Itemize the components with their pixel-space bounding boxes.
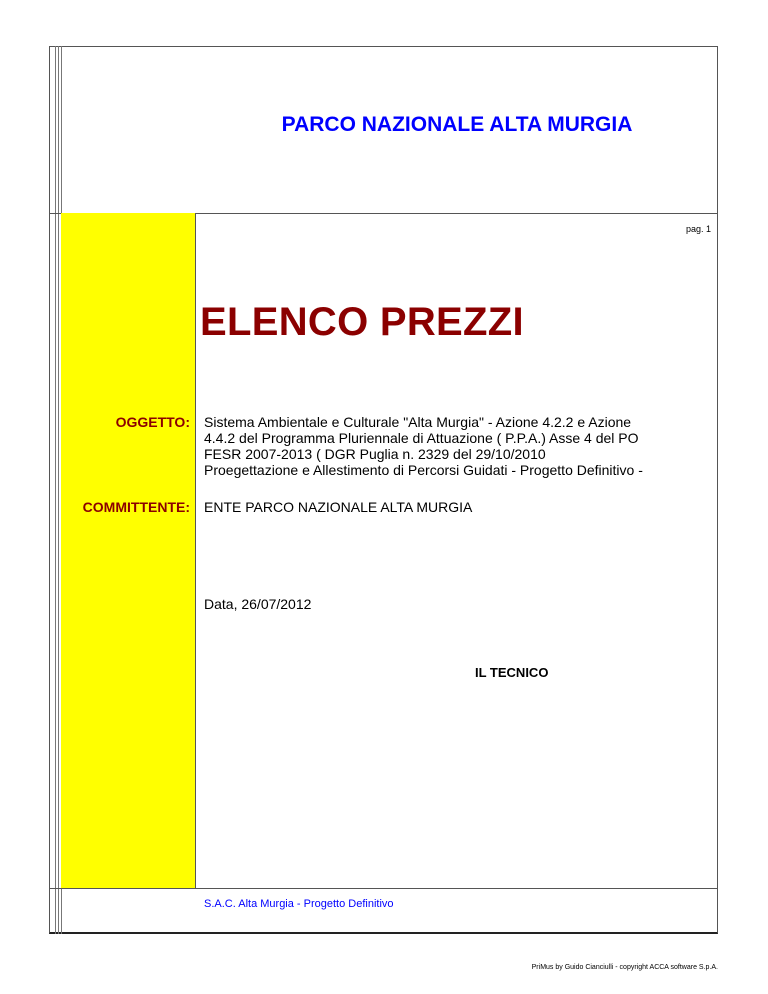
footer-project-name: S.A.C. Alta Murgia - Progetto Definitivo xyxy=(204,898,394,910)
footer-divider xyxy=(49,888,718,889)
oggetto-line: Sistema Ambientale e Culturale "Alta Murgia" - Azione 4.2.2 e Azione xyxy=(204,414,632,430)
signature-label: IL TECNICO xyxy=(475,665,549,680)
sidebar-yellow-band xyxy=(61,213,196,888)
oggetto-line: FESR 2007-2013 ( DGR Puglia n. 2329 del 29/10/2010 xyxy=(204,446,546,462)
page-number: pag. 1 xyxy=(685,224,711,234)
oggetto-line: 4.4.2 del Programma Pluriennale di Attuazione ( P.P.A.) Asse 4 del PO xyxy=(204,430,639,446)
document-title: ELENCO PREZZI xyxy=(200,300,524,344)
oggetto-label: OGGETTO: xyxy=(115,414,190,430)
frame-rule-left-1 xyxy=(55,46,56,934)
committente-label: COMMITTENTE: xyxy=(82,499,190,515)
oggetto-text xyxy=(204,414,704,478)
date-text: Data, 26/07/2012 xyxy=(204,596,312,612)
oggetto-line: Proegettazione e Allestimento di Percorsi Guidati - Progetto Definitivo - xyxy=(204,462,643,478)
frame-rule-left-2 xyxy=(58,46,59,934)
footer-credit: PriMus by Guido Cianciulli - copyright ACCA software S.p.A. xyxy=(531,964,718,971)
org-title: PARCO NAZIONALE ALTA MURGIA xyxy=(281,113,633,136)
committente-value: ENTE PARCO NAZIONALE ALTA MURGIA xyxy=(204,499,473,515)
